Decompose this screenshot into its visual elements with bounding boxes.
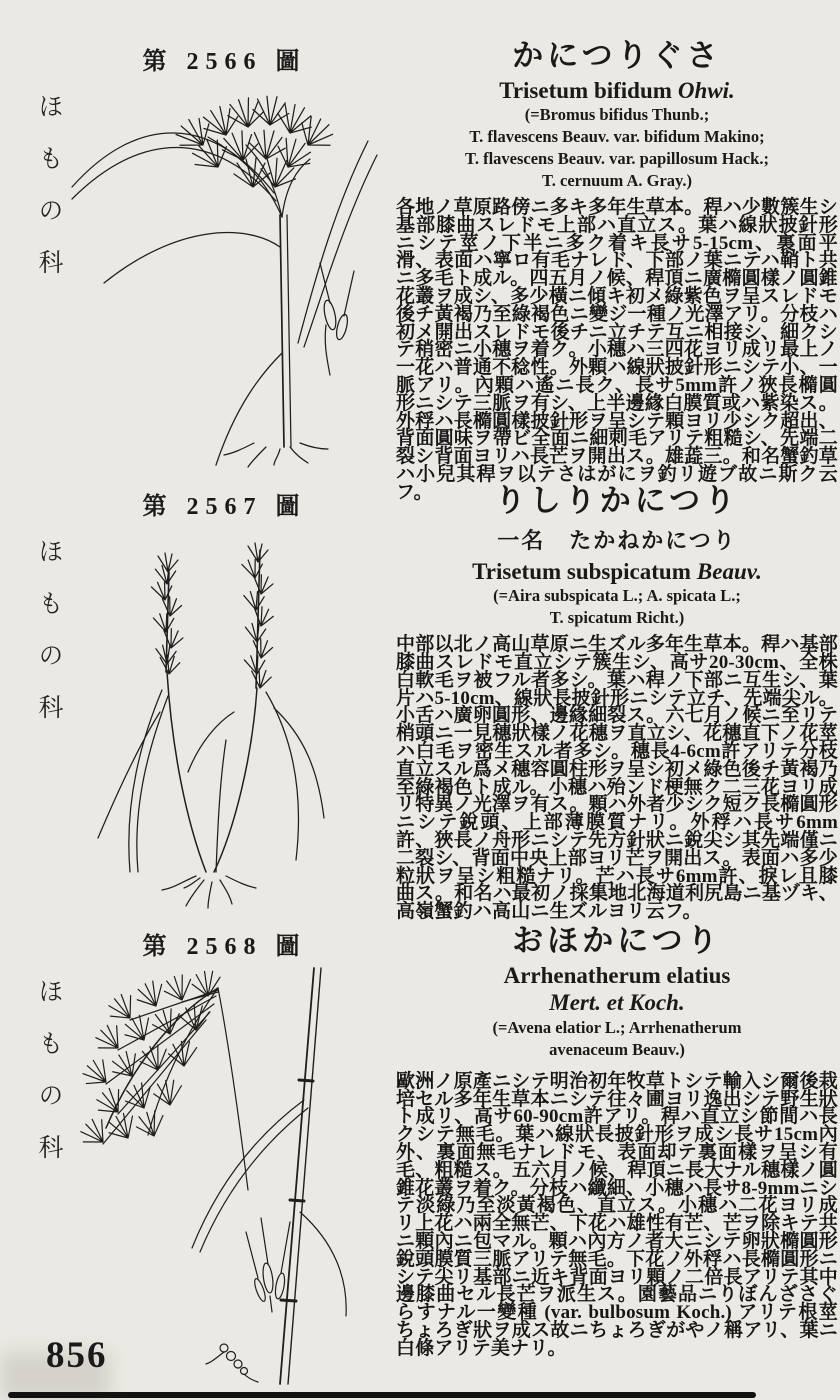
grass-line-drawing [68,960,386,1388]
botanical-illustration-trisetum-subspicatum [68,520,386,912]
scan-edge-artifact [8,1392,756,1398]
species-latin-name [396,962,838,990]
grass-line-drawing [68,520,386,912]
species-alt-name: 一名 たかねかにつり [497,527,737,553]
species-entry-2567 [0,480,840,923]
synonym-line: T. cernuum A. Gray.) [541,171,693,191]
latin-author: Ohwi. [677,77,735,103]
grass-line-drawing [68,75,386,473]
species-text-column [396,924,838,1358]
latin-binomial: Trisetum bifidum [499,77,672,103]
synonym-line: T. flavescens Beauv. var. bifidum Makino; [469,127,765,147]
botanical-illustration-trisetum-bifidum [68,75,386,473]
species-text-column [396,484,838,921]
species-kana-title: かにつりぐさ [512,38,722,73]
synonym-line: T. flavescens Beauv. var. papillosum Hack.; [465,149,769,169]
family-label-vertical: ほもの科 [35,978,62,1186]
species-latin-name [396,77,838,105]
species-text-column [396,39,838,502]
latin-author: Beauv. [696,558,762,584]
species-description: 歐洲ノ原產ニシテ明治初年牧草トシテ輸入シ爾後栽培セル多年生草本ニシテ往々圃ヨリ逸出シテ野生狀ト成リ、高サ60-90cm許アリ。稈ハ直立シ節間ハ長クシテ無毛。葉ハ線狀長披針形ヲ成シ長サ15cm內外、裏面無毛ナレドモ、表面却テ裏面樣ヲ呈シ有毛、粗糙ス。五六月ノ候、稈頂ニ長大ナル穗樣ノ圓錐花叢ヲ着ク。分枝ハ纖細、小穗ハ長サ8-9mmニシテ淡綠乃至淡黃褐色、直立ス。小穗ハ二花ヨリ成リ上花ハ兩全無芒、下花ハ雄性有芒、芒ヲ除キテ共ニ顆內ニ包マル。顆ハ內方ノ者大ニシテ卵狀橢圓形銳頭膜質三脈アリテ無毛。下花ノ外稃ハ長橢圓形ニシテ尖リ基部ニ近キ背面ヨリ顆ノ二倍長アリテ其中邊膝曲セル長芒ヲ派生ス。園藝品ニりぼんざさぐらすナル一變種 (var. bulbosum Koch.) アリテ根莖ちょろぎ狀ヲ成ス故ニちょろぎがやノ稱アリ、葉ニ白條アリテ美ナリ。 [396,1070,838,1359]
family-label-vertical: ほもの科 [35,538,62,746]
latin-binomial: Arrhenatherum elatius [503,962,731,988]
species-description: 中部以北ノ高山草原ニ生ズル多年生草本。稈ハ基部膝曲スレドモ直立シテ簇生シ、高サ20-30cm、全株白軟毛ヲ被フル者多シ。葉ハ稈ノ下部ニ互生シ、葉片ハ5-10cm、線狀長披針形ニシテ立チ、先端尖ル。小舌ハ廣卵圓形、邊緣細裂ス。六七月ノ候ニ至リテ梢頭ニ一見穗狀樣ノ花穗ヲ直立シ、花穗直下ノ花莖ハ白毛ヲ密生スル者多シ。穗長4-6cm許アリテ分枝直立スル爲メ穗容圓柱形ヲ呈シ初メ綠色後チ黃褐乃至綠褐色ト成ル。小穗ハ殆ンド梗無ク二三花ヨリ成リ特異ノ光澤ヲ有ス。顆ハ外者少シク短ク長橢圓形ニシテ銳頭、上部薄膜質ナリ。外稃ハ長サ6mm許、狹長ノ舟形ニシテ先方針狀ニ銳尖シ其先端僅ニ二裂シ、背面中央上部ヨリ芒ヲ開出ス。表面ハ多少粒狀ヲ呈シ粗糙ナリ。芒ハ長サ6mm許、捩レ且膝曲ス。和名ハ最初ノ採集地北海道利尻島ニ基ヅキ、高嶺蟹釣ハ高山ニ生ズルヨリ云フ。 [396,634,838,923]
synonym-line: (=Avena elatior L.; Arrhenatherum [492,1017,742,1037]
figure-caption: 第 2567 圖 [142,494,307,520]
botanical-illustration-arrhenatherum-elatius [68,960,386,1388]
family-label-vertical: ほもの科 [35,93,62,301]
figure-caption: 第 2566 圖 [142,49,307,75]
latin-author: Mert. et Koch. [549,990,685,1016]
species-kana-title: おほかにつり [512,923,722,958]
page-number: 856 [46,1335,108,1376]
figure-caption: 第 2568 圖 [142,934,307,960]
synonym-line: T. spicatum Richt.) [549,608,685,628]
synonym-line: (=Bromus bifidus Thunb.; [524,105,710,125]
synonym-line: (=Aira subspicata L.; A. spicata L.; [493,586,741,606]
species-description: 各地ノ草原路傍ニ多キ多年生草本。稈ハ少數簇生シ基部膝曲スレドモ上部ハ直立ス。葉ハ線狀披針形ニシテ莖ノ下半ニ多ク着キ長サ5-15cm、裏面平滑、表面ハ寧ロ有毛ナレド、下部ノ葉ニテハ鞘ト共ニ多毛ト成ル。四五月ノ候、稈頂ニ廣橢圓樣ノ圓錐花叢ヲ成シ、多少橫ニ傾キ初メ綠紫色ヲ呈スレドモ後チ黃褐乃至綠褐色ニ變ジ一種ノ光澤アリ。分枝ハ初メ開出スレドモ後チニ立チテ互ニ相接シ、細クシテ稍密ニ小穗ヲ着ク。小穗ハ三四花ヨリ成リ最上ノ一花ハ普通不稔性。外顆ハ線狀披針形ニシテ小、一脈アリ。內顆ハ遙ニ長ク、長サ5mm許ノ狹長橢圓形ニシテ三脈ヲ有シ、上半邊緣白膜質或ハ紫染ス。外稃ハ長橢圓樣披針形ヲ呈シテ顆ヨリ少シク超出、背面圓味ヲ帶ビ全面ニ細刺毛アリテ粗糙シ、先端二裂シ背面ヨリハ長芒ヲ開出ス。雄蕋三。和名蟹釣草ハ小兒其稈ヲ以テさはがにヲ釣リ遊ブ故ニ斯ク云フ。 [396,197,838,503]
species-kana-title: りしりかにつり [494,483,740,518]
latin-binomial: Trisetum subspicatum [472,558,691,584]
synonym-line: avenaceum Beauv.) [549,1039,685,1059]
species-entry-2568 [0,920,840,1398]
species-latin-name [396,558,838,586]
